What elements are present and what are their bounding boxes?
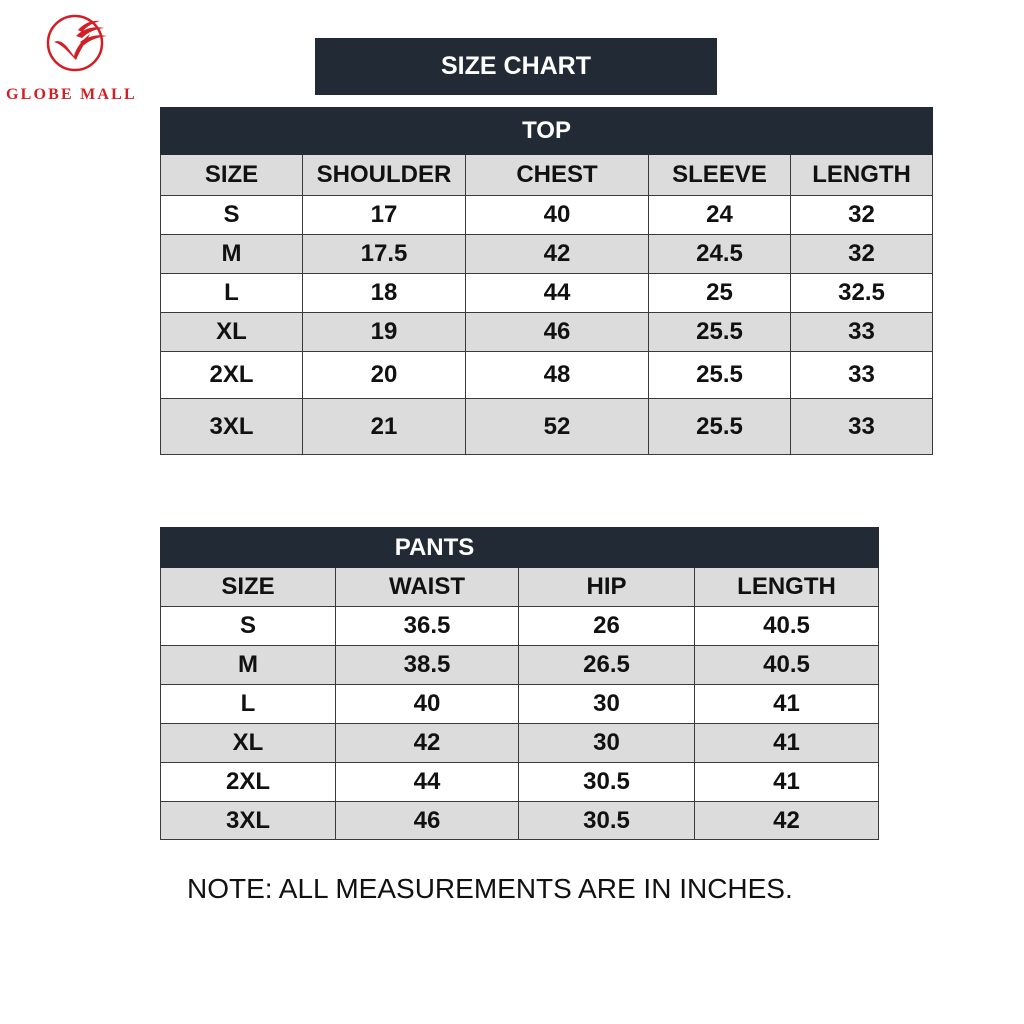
table-cell: 25.5	[649, 313, 791, 352]
table-row	[161, 399, 933, 455]
top-heading-label: TOP	[522, 117, 571, 144]
table-cell: L	[161, 274, 303, 313]
table-cell: 17.5	[303, 235, 466, 274]
table-cell: 17	[303, 196, 466, 235]
table-row	[161, 763, 879, 802]
table-row	[161, 352, 933, 399]
column-header: LENGTH	[791, 155, 933, 196]
brand-name: GLOBE MALL	[6, 86, 137, 103]
top-table-heading-row	[161, 108, 933, 155]
table-cell: 33	[791, 352, 933, 399]
table-cell: 30	[519, 685, 695, 724]
table-row	[161, 646, 879, 685]
pants-column-header-row	[161, 568, 879, 607]
table-cell: 30.5	[519, 763, 695, 802]
table-cell: 3XL	[161, 802, 336, 840]
table-row	[161, 724, 879, 763]
table-cell: 3XL	[161, 399, 303, 455]
table-cell: 40.5	[695, 646, 879, 685]
table-row	[161, 274, 933, 313]
table-cell: M	[161, 646, 336, 685]
table-cell: 24.5	[649, 235, 791, 274]
table-cell: 44	[466, 274, 649, 313]
table-row	[161, 607, 879, 646]
table-cell: XL	[161, 724, 336, 763]
table-cell: 41	[695, 724, 879, 763]
table-cell: M	[161, 235, 303, 274]
table-cell: 18	[303, 274, 466, 313]
table-cell: S	[161, 607, 336, 646]
table-cell: 46	[466, 313, 649, 352]
column-header: WAIST	[336, 568, 519, 607]
table-cell: 41	[695, 685, 879, 724]
column-header: SIZE	[161, 155, 303, 196]
table-cell: 32.5	[791, 274, 933, 313]
table-cell: 30.5	[519, 802, 695, 840]
table-cell: 26.5	[519, 646, 695, 685]
table-cell: 2XL	[161, 352, 303, 399]
table-cell: 25.5	[649, 352, 791, 399]
top-column-header-row	[161, 155, 933, 196]
table-cell: 48	[466, 352, 649, 399]
table-cell: L	[161, 685, 336, 724]
column-header: SHOULDER	[303, 155, 466, 196]
table-cell: 25.5	[649, 399, 791, 455]
column-header: SIZE	[161, 568, 336, 607]
table-row	[161, 196, 933, 235]
table-cell: 40	[466, 196, 649, 235]
pants-table-heading-row	[161, 528, 879, 568]
pants-size-table	[160, 527, 879, 840]
table-cell: 32	[791, 235, 933, 274]
column-header: SLEEVE	[649, 155, 791, 196]
table-cell: 41	[695, 763, 879, 802]
table-row	[161, 313, 933, 352]
table-cell: 30	[519, 724, 695, 763]
table-cell: 26	[519, 607, 695, 646]
column-header: HIP	[519, 568, 695, 607]
table-row	[161, 685, 879, 724]
table-cell: 52	[466, 399, 649, 455]
table-cell: 40	[336, 685, 519, 724]
pants-heading-label: PANTS	[394, 533, 475, 561]
top-table-heading	[161, 108, 933, 155]
table-cell: XL	[161, 313, 303, 352]
table-cell: 46	[336, 802, 519, 840]
table-cell: 20	[303, 352, 466, 399]
table-row	[161, 802, 879, 840]
table-cell: 19	[303, 313, 466, 352]
table-cell: 25	[649, 274, 791, 313]
table-cell: 36.5	[336, 607, 519, 646]
measurement-note: NOTE: ALL MEASUREMENTS ARE IN INCHES.	[187, 873, 793, 904]
table-cell: 38.5	[336, 646, 519, 685]
table-cell: 42	[466, 235, 649, 274]
table-cell: 24	[649, 196, 791, 235]
page-title: SIZE CHART	[315, 38, 717, 95]
column-header: CHEST	[466, 155, 649, 196]
table-cell: 42	[336, 724, 519, 763]
red-circle-swoosh-icon	[46, 12, 108, 74]
table-cell: 32	[791, 196, 933, 235]
brand-logo	[0, 0, 160, 110]
table-cell: S	[161, 196, 303, 235]
pants-table-heading	[161, 528, 879, 568]
table-cell: 2XL	[161, 763, 336, 802]
table-cell: 33	[791, 313, 933, 352]
table-cell: 42	[695, 802, 879, 840]
table-cell: 21	[303, 399, 466, 455]
table-row	[161, 235, 933, 274]
table-cell: 33	[791, 399, 933, 455]
top-size-table	[160, 107, 933, 455]
table-cell: 44	[336, 763, 519, 802]
table-cell: 40.5	[695, 607, 879, 646]
column-header: LENGTH	[695, 568, 879, 607]
